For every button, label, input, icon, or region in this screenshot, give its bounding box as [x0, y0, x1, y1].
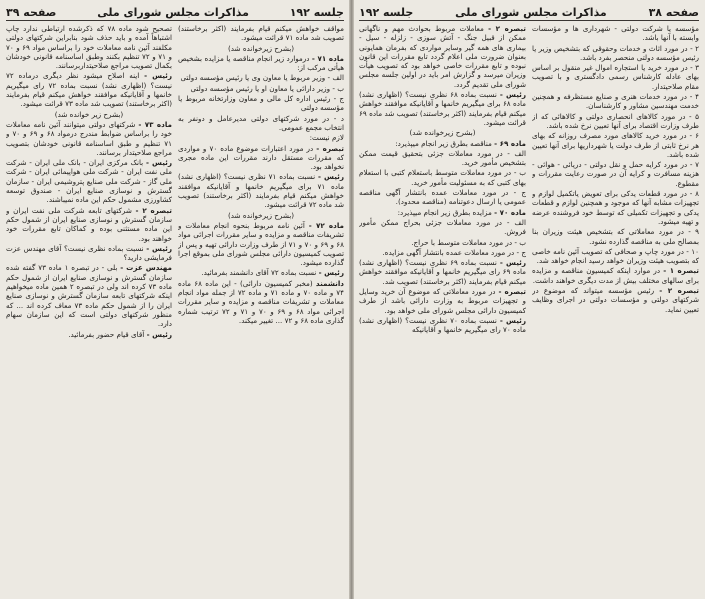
paragraph: تبصره ۱ - در موارد اینکه کمیسیون مناقصه و مزایده برای سالهای مختلف بیش از مدت دیگری خواهند داشت. [532, 266, 699, 285]
speaker-label: رئیس - [146, 243, 172, 253]
paragraph: ۱۰ - در مورد چاپ و صحافی که تصویب آئین نامه خاصی که بتصویب هیئت وزیران خواهد رسید انجام خواهد شد. [532, 246, 699, 266]
session-number: جلسه ۱۹۲ [359, 5, 414, 19]
paragraph: ماده ۶۹ - مناقصه بطرق زیر انجام میپذیرد: [395, 138, 526, 148]
page-header [6, 4, 344, 21]
paragraph: تبصره - در مورد اعتبارات موضوع ماده ۷۰ و مواردی که مقررات مستقل دارند مقررات این ماده مجری نخواهد بود. [178, 143, 344, 172]
speaker-label: دانشمند [315, 278, 344, 288]
speaker-label: رئیس - [499, 258, 526, 268]
text-column-right [532, 24, 699, 594]
speaker-label: ماده ۷۳ - [138, 119, 172, 129]
paragraph: تصحیح شود ماده ۷۸ که ذکرشده ارتباطی ندارد چاپ اشتباهاً آمده و باید حذف شود بنابراین شرکتهای دولتی مکلفند آئین نامه معاملات خود را براساس مواد ۶۹ و ۷۰ و ۷۱ و ۷۲ تنظیم بکنند وطبق اساسنامه قانونی خودشان بکمال تصویب مراجع صلاحیتداربرسانند. [6, 24, 172, 71]
paragraph: تبصره ۲ - معاملات مربوط بحوادث مهم و ناگهانی ممکن از قبیل جنگ - آتش سوزی - زلزله - سیل - بیماری های همه گیر وسایر مواردی که بفرمان همایونی بعنوان ضرورت ملی اعلام گردد تابع مقررات این قانون نبوده و تابع مقررات خاصی خواهد بود که تصویب هیأت وزیران میرسد و گزارش امر باید در اولین جلسه مجلس شورای ملی تقدیم گردد. [359, 24, 526, 89]
speaker-label: تبصره ۱ - [663, 266, 699, 276]
paragraph: الف - در مورد معاملات جزئی بتحقیق قیمت ممکن بتشخیص مأمور خرید. [359, 148, 526, 168]
paragraph: دانشمند (مخبر کمیسیون دارائی) - این ماده ۶۸ ماده ۷۴ و ماده ۷۰ و ماده ۷۱ و ماده ۷۲ از جمله مواد انجام معاملات و تشریفات مناقصه و مزایده و سایر مقررات اجرائی مواد ۶۸ و ۶۹ و ۷۰ و ۷۱ و ۷۲ ترتیب شماره گذاری ماده ۶۸ و ۷۲ ... تغییر میکند. [178, 278, 344, 325]
session-number: جلسه ۱۹۲ [289, 5, 344, 19]
paragraph: ب - در مورد معاملات متوسط باستعلام کتبی با استعلام بهای کتبی که به مسئولیت مأمور خرید. [359, 168, 526, 187]
paragraph: ۲ - در مورد اثاث و خدمات وحقوقی که بتشخیص وزیر یا رئیس مؤسسه دولتی منحصر بفرد باشد. [532, 43, 699, 62]
speaker-label: رئیس - [499, 315, 526, 325]
paragraph: رئیس - بانک مرکزی ایران - بانک ملی ایران - شرکت ملی نفت ایران - شرکت ملی هواپیمائی ایران - شرکت ملی گاز - شرکت ملی صنایع پتروشیمی ایران - سازمان گسترش و نوسازی صنایع ایران - صندوق توسعه کشاورزی مشمول حکم این ماده نمیباشند. [6, 158, 172, 205]
paragraph: رئیس - اینه اصلاح میشود نظر دیگری درماده ۷۲ نیست؟ (اظهاری نشد) نسبت بماده ۷۲ رای میگیریم خانمها و آقایانیکه موافقند خواهش میکنم قیام بفرمایند (اکثر برخاستند) تصویب شد ماده ۷۳ قرائت میشود. [6, 71, 172, 109]
page-header [359, 4, 699, 21]
text-column-left [359, 24, 526, 594]
paragraph: ماده ۷۲ - آئین نامه مربوط بنحوه انجام معاملات و تشریفات مناقصه و مزایده و سایر مقررات اجرائی مواد ۶۸ و ۶۹ و ۷۰ و ۷۱ از طرف وزارت دارائی تهیه و پس از تصویب کمیسیون دارائی مجلس شورای ملی بموقع اجرا گذارده میشود. [178, 220, 344, 268]
paragraph: مهندس عزت - بلی - در تبصره ۱ ماده ۷۳ گفته شده سازمان گسترش و نوسازی صنایع ایران از شمول حکم ماده ۷۳ کرده اند ولی در تبصره ۲ همین ماده میخواهیم اینکه شرکتهای تابعه سازمان گسترش و نوسازی صنایع ایران را از شمول حکم ماده ۷۳ معاف کرده اند ... که منظور شرکتهای دولتی است که این سازمان سهام دارد. [6, 263, 172, 329]
paragraph: الف - وزیر مربوط یا معاون وی یا رئیس مؤسسه دولتی [180, 73, 344, 83]
speaker-label: تبصره ۲ - [488, 24, 526, 33]
paragraph: د - در مورد شرکتهای دولتی مدیرعامل و دونفر به انتخاب مجمع عمومی. [178, 113, 344, 132]
paragraph: رئیس - آقای قیام حضور بفرمائید. [68, 329, 172, 339]
speaker-label: ماده ۷۰ - [494, 207, 526, 217]
speaker-label: ماده ۶۹ - [494, 138, 526, 148]
page-title: مذاکرات مجلس شورای ملی [455, 5, 607, 19]
page-title: مذاکرات مجلس شورای ملی [97, 5, 249, 19]
paragraph: ماده ۷۰ - مزایده بطرق زیر انجام میپذیرد: [397, 207, 526, 217]
paragraph: (بشرح زیر خوانده شد) [54, 109, 124, 119]
paragraph: ۷ - در مورد کرایه حمل و نقل دولتی - دریائی - هوائی - هزینه مسافرت و کرایه آن در صورت رعایت مقررات و مقطوع. [532, 160, 699, 188]
paragraph: ج - در مورد معاملات عمده بانتشار آگهی مزایده. [382, 247, 526, 257]
left-page [0, 0, 350, 599]
paragraph: لازم نیست: [309, 133, 344, 143]
speaker-label: رئیس - [318, 268, 344, 278]
speaker-label: رئیس - [146, 158, 172, 168]
paragraph: مؤسسه یا شرکت دولتی - شهرداری ها و مؤسسات وابسته با آنها باشد. [532, 24, 699, 43]
speaker-label: مهندس عزت - [120, 263, 172, 273]
paragraph: رئیس - نسبت بماده ۷۱ نظری نیست؟ (اظهاری نشد) ماده ۷۱ برای میگیریم خانمها و آقایانیکه موافقند خواهش میکنم قیام بفرمایند (اکثر برخاستند) تصویب شد ماده ۷۲ قرائت میشود. [178, 172, 344, 210]
paragraph: ۹ - در مورد معاملاتی که بتشخیص هیئت وزیران بنا بمصالح ملی به مناقصه گذارده نشود. [532, 227, 699, 246]
paragraph: ب - در مورد معاملات متوسط با حراج. [411, 237, 526, 247]
paragraph: ۴ - در مورد خدمات هنری و صنایع مستظرفه و همچنین خدمت مهندسین مشاور و کارشناسان. [532, 92, 699, 111]
paragraph: ماده ۷۳ - شرکتهای دولتی میتوانند آئین نامه معاملات خود را براساس ضوابط مندرج درمواد ۶۸ و ۶۹ و ۷۰ و ۷۱ تنظیم و طبق اساسنامه قانونی خودشان بتصویب مراجع صلاحیتدار برسانند. [6, 119, 172, 157]
paragraph: رئیس - نسبت بماده ۷۲ آقای دانشمند بفرمائید. [201, 268, 344, 278]
paragraph: ۸ - در مورد قطعات یدکی برای تعویض یاتکمیل لوازم و تجهیزات مشابه آنها که موجود و همچنین لوازم و قطعات یدکی و تجهیزات تکمیلی که توسط خود فروشنده عرضه و تهیه میشود. [532, 189, 699, 226]
paragraph: تبصره ۲ - رئیس مؤسسه میتواند که موضوع در شرکتهای دولتی و مؤسسات دولتی در اجرای وظایف تعیین نماید. [532, 286, 699, 314]
paragraph: رئیس - نسبت بماده نظری نیست؟ آقای مهندس عزت فرمایشی دارید؟ [6, 243, 172, 263]
paragraph: ب - وزیر دارائی یا معاون او یا رئیس مؤسسه دولتی [190, 83, 344, 93]
speaker-label: تبصره - [498, 287, 526, 297]
speaker-label: تبصره ۲ - [659, 286, 699, 296]
paragraph: ج - در مورد معاملات عمده بانتشار آگهی مناقصه عمومی یا ارسال دعوتنامه (مناقصه محدود). [359, 188, 526, 207]
paragraph: تبصره ۲ - شرکتهای تابعه شرکت ملی نفت ایران و سازمان گسترش و نوسازی صنایع ایران از شمول حکم این ماده مستثنی بوده و کماکان تابع مقررات خود خواهند بود. [6, 205, 172, 243]
paragraph: ماده ۷۱ - درموارد زیر انجام مناقصه یا مزایده بشخیص هیأتی مرکب از: [178, 53, 344, 73]
speaker-label: تبصره ۲ - [135, 205, 172, 215]
text-column-right [178, 24, 344, 594]
speaker-label: رئیس - [144, 71, 172, 81]
paragraph: (بشرح زیرخوانده شد) [227, 210, 295, 220]
paragraph: رئیس - نسبت بماده ۶۸ نظری نیست؟ (اظهاری نشد) ماده ۶۸ برای میگیریم خانمها و آقایانیکه موافقند خواهش میکنم قیام بفرمایند (اکثر برخاستند) تصویب شد ماده ۶۹ قرائت میشود. [359, 90, 526, 127]
speaker-label: رئیس - [146, 329, 172, 339]
page-number: صفحه ۳۸ [648, 5, 699, 19]
speaker-label: تبصره - [316, 143, 344, 153]
paragraph: مواقف خواهش میکنم قیام بفرمایند (اکثر برخاستند) تصویب شد ماده ۷۱ قرائت میشود. [178, 24, 344, 43]
speaker-label: ماده ۷۲ - [308, 220, 344, 230]
paragraph: ۵ - در مورد کالاهای انحصاری دولتی و کالاهائی که از طرف وزارت اقتصاد برای آنها تعیین نرخ شده باشد. [532, 111, 699, 130]
paragraph: الف - در مورد معاملات جزئی بحراج ممکن مأمور فروش. [359, 217, 526, 237]
paragraph: (بشرح زیرخوانده شد) [409, 128, 476, 138]
page-number: صفحه ۳۹ [6, 5, 57, 19]
paragraph: ۳ - در مورد خرید یا استجاره اموال غیر منقول بر اساس بهای عادله کارشناس رسمی دادگستری و با تصویب مقام صلاحیتدار. [532, 63, 699, 91]
paragraph: (بشرح زیرخوانده شد) [227, 43, 295, 53]
right-page [353, 0, 705, 599]
speaker-label: ماده ۷۱ - [311, 53, 344, 63]
paragraph: رئیس - نسبت بماده ۷۰ نظری نیست؟ (اظهاری نشد) ماده ۷۰ رای میگیریم خانمها و آقایانیکه [359, 315, 526, 335]
text-column-left [6, 24, 172, 594]
paragraph: ج - رئیس اداره کل مالی و معاون وزارتخانه مربوط یا مؤسسه دولتی [178, 94, 344, 113]
speaker-label: رئیس - [499, 90, 526, 100]
paragraph: تبصره - در مورد معاملاتی که موضوع آن خرید وسایل و تجهیزات مربوط به وزارت دارائی باشد از طرف کمیسیون دارائی مجلس شورای ملی خواهد بود. [359, 287, 526, 315]
paragraph: ۶ - در مورد خرید کالاهای مورد مصرف روزانه که بهای هر نرخ ثابتی از طرف دولت یا شهرداریها برای آنها تعیین شده باشد. [532, 131, 699, 159]
speaker-label: رئیس - [317, 172, 344, 182]
paragraph: رئیس - نسبت بماده ۶۹ نظری نیست؟ (اظهاری نشد) ماده ۶۹ رای میگیریم خانمها و آقایانیکه موافقند خواهش میکنم قیام بفرمایند (اکثر برخاستند) تصویب شد. [359, 258, 526, 286]
